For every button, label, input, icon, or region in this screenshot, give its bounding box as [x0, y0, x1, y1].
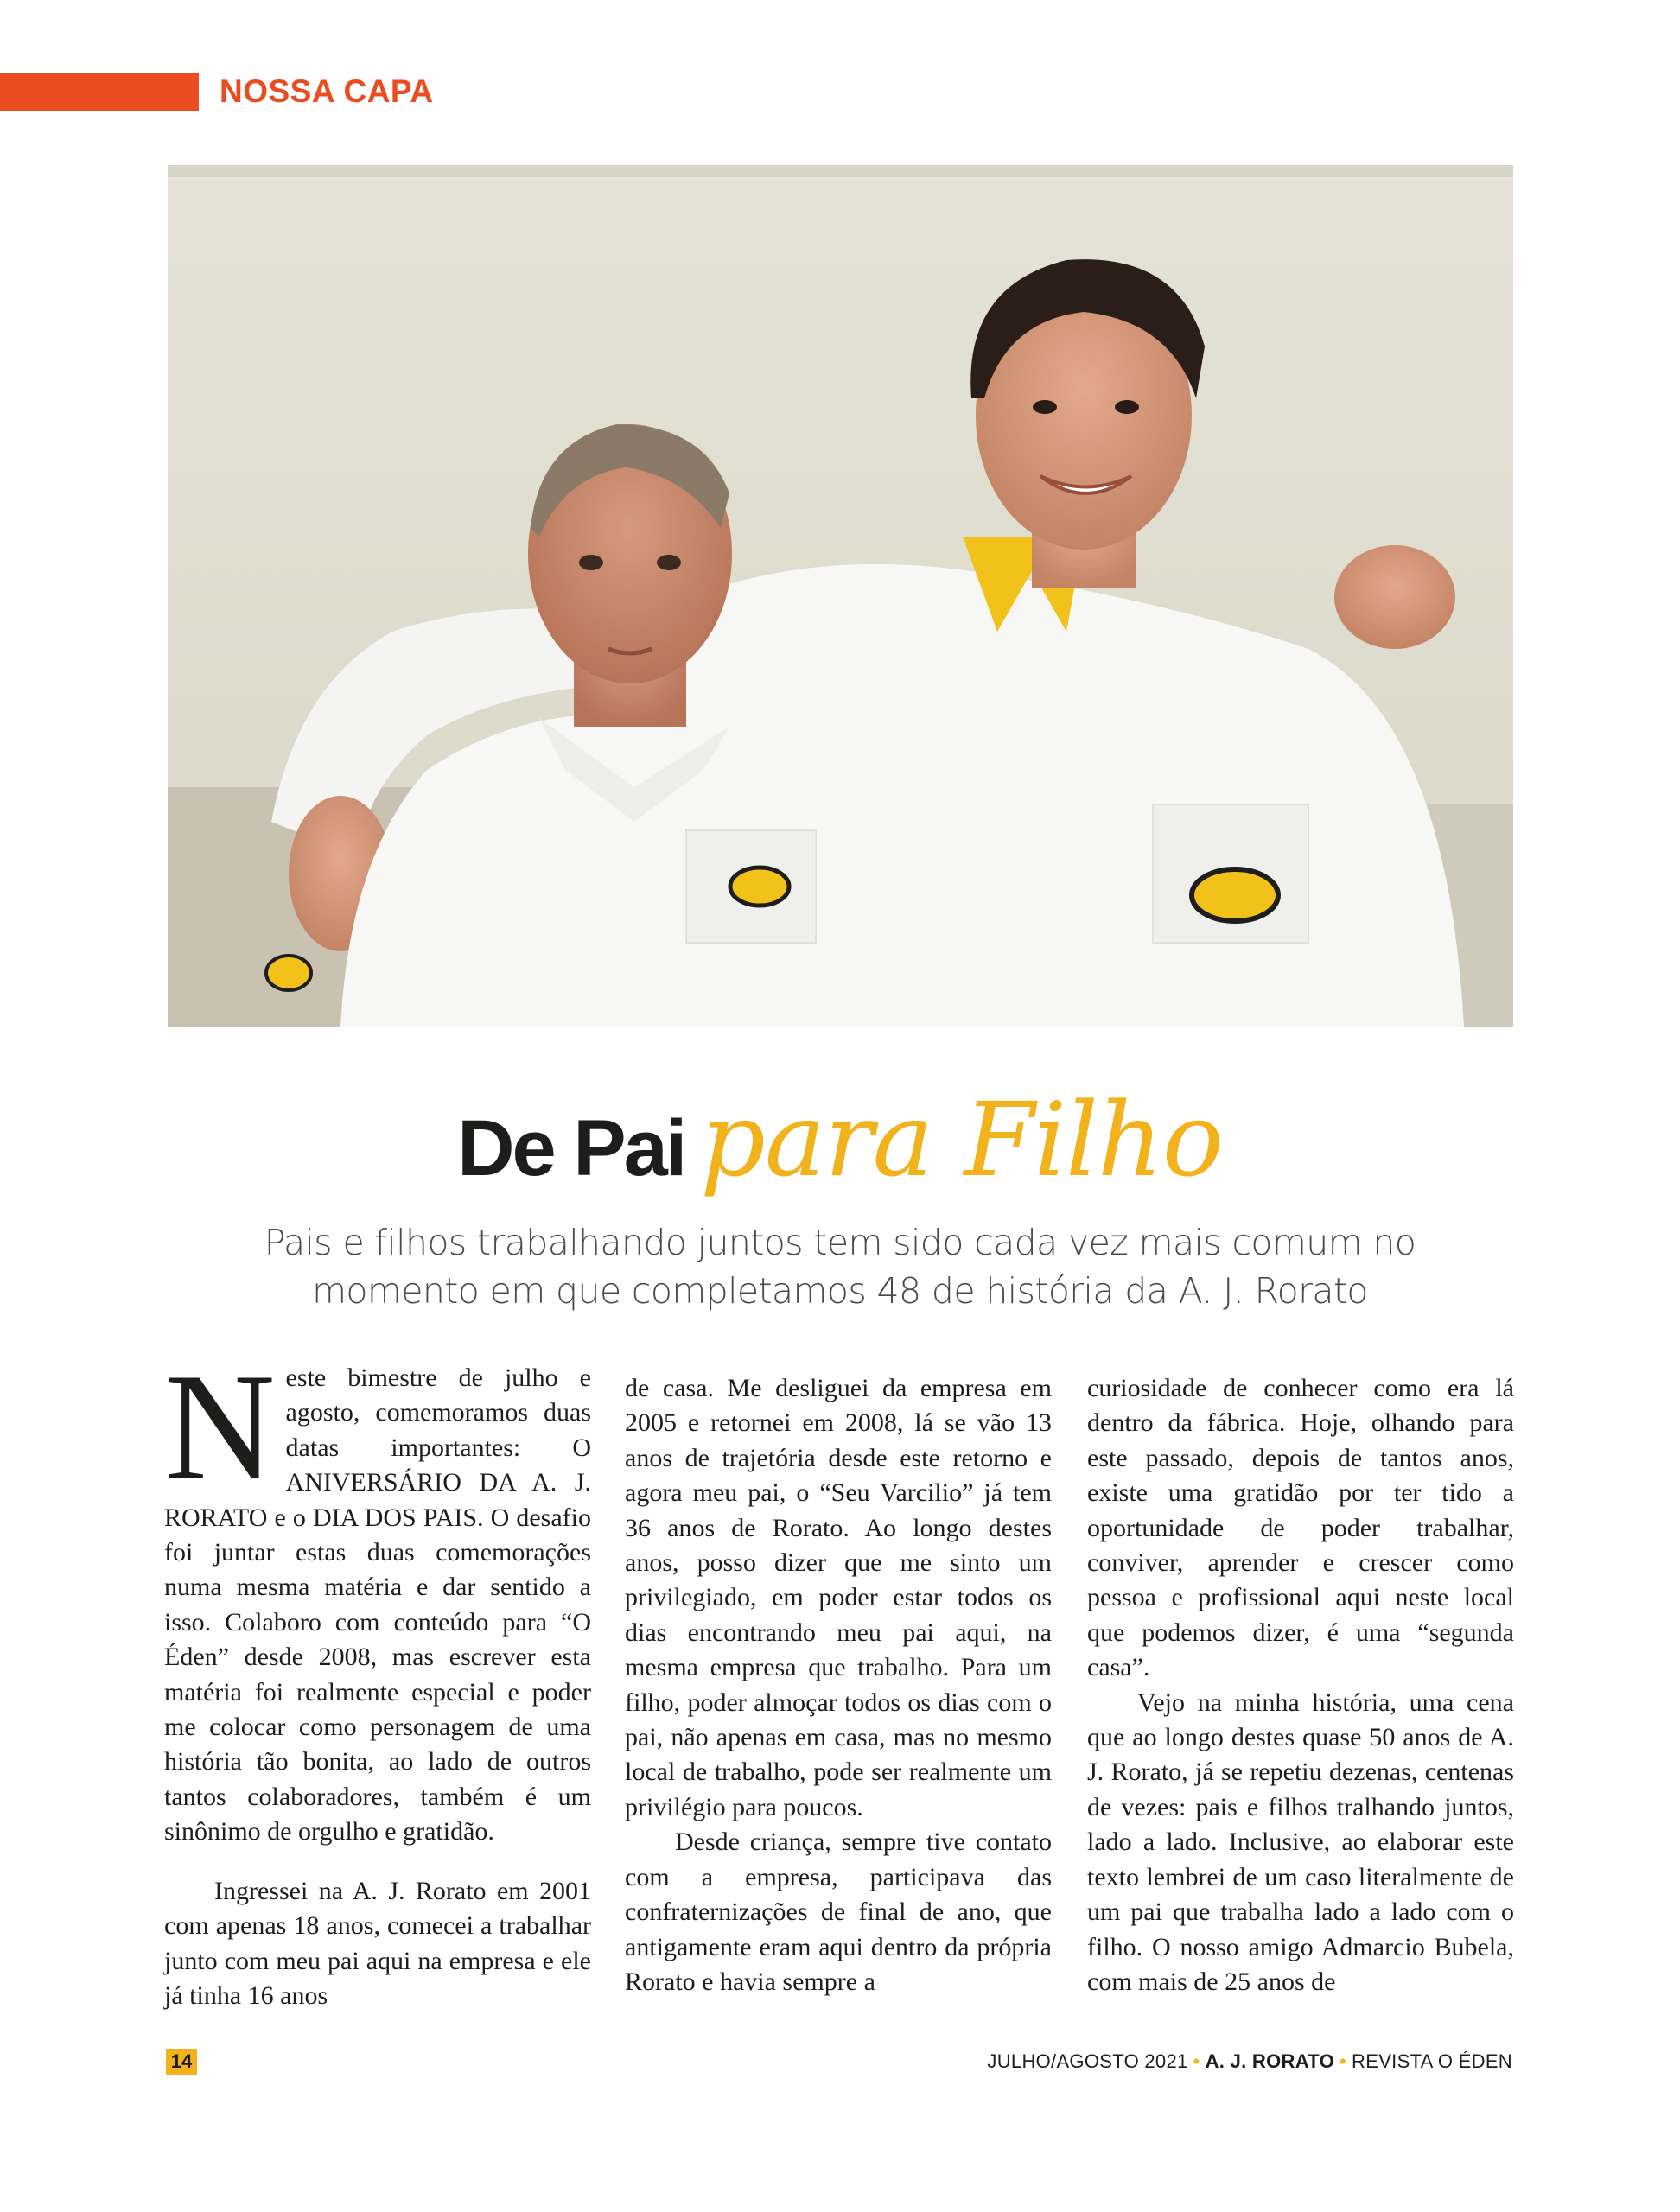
headline-part1: De Pai [457, 1104, 685, 1192]
drop-cap: N [164, 1341, 276, 1512]
col1-paragraph-2: Ingressei na A. J. Rorato em 2001 com apenas 18 anos, comecei a trabalhar junto com meu pai aqui na empresa e ele já tinha 16 anos [164, 1876, 591, 2010]
section-label: NOSSA CAPA [220, 73, 434, 109]
col3-paragraph-1: curiosidade de conhecer como era lá dentro da fábrica. Hoje, olhando para este passado, depois de tantos anos, existe uma gratidão por ter tido a oportunidade de poder trabalhar, conviver, aprender e crescer como pessoa e profissional aqui neste local que podemos dizer, é uma “segunda casa”. [1087, 1374, 1514, 1682]
footer-issue: JULHO/AGOSTO 2021 [987, 2050, 1188, 2072]
article-column-1 [164, 1341, 591, 2013]
section-color-bar [0, 73, 199, 111]
col1-paragraph-1: este bimestre de julho e agosto, comemoramos duas datas importantes: O ANIVERSÁRIO DA A. J. RORATO e o DIA DOS PAIS. O desafio foi juntar estas duas comemorações numa mesma matéria e dar sentido a isso. Colaboro com conteúdo para “O Éden” desde 2008, mas escrever esta matéria foi realmente especial e poder me colocar como personagem de uma história tão bonita, ao lado de outros tantos colaboradores, também é um sinônimo de orgulho e gratidão. [164, 1363, 591, 1847]
father-and-son-photo [168, 165, 1513, 1027]
col2-paragraph-2: Desde criança, sempre tive contato com a empresa, participava das confraternizações de final de ano, que antigamente eram aqui dentro da própria Rorato e havia sempre a [625, 1827, 1052, 1996]
subtitle [173, 1218, 1507, 1315]
article-column-2 [625, 1371, 1052, 1999]
footer-credits: JULHO/AGOSTO 2021 • A. J. RORATO • REVISTA O ÉDEN [987, 2050, 1512, 2072]
footer-magazine: REVISTA O ÉDEN [1352, 2050, 1512, 2072]
subtitle-line1: Pais e filhos trabalhando juntos tem sido cada vez mais comum no [264, 1222, 1416, 1263]
cover-photo [168, 165, 1513, 1027]
headline-part2: para Filho [700, 1080, 1223, 1199]
headline [0, 1037, 1680, 1201]
footer-company: A. J. RORATO [1205, 2050, 1335, 2072]
col2-paragraph-1: de casa. Me desliguei da empresa em 2005 e retornei em 2008, lá se vão 13 anos de trajetória desde este retorno e agora meu pai, o “Seu Varcilio” já tem 36 anos de Rorato. Ao longo destes anos, posso dizer que me sinto um privilegiado, em poder estar todos os dias encontrando meu pai aqui, na mesma empresa que trabalho. Para um filho, poder almoçar todos os dias com o pai, não apenas em casa, mas no mesmo local de trabalho, pode ser realmente um privilégio para poucos. [625, 1374, 1052, 1821]
article-column-3 [1087, 1371, 1514, 1999]
col3-paragraph-2: Vejo na minha história, uma cena que ao longo destes quase 50 anos de A. J. Rorato, já se repetiu dezenas, centenas de vezes: pais e filhos tralhando juntos, lado a lado. Inclusive, ao elaborar este texto lembrei de um caso literalmente de um pai que trabalha lado a lado com o filho. O nosso amigo Admarcio Bubela, com mais de 25 anos de [1087, 1688, 1514, 1996]
subtitle-line2: momento em que completamos 48 de história da A. J. Rorato [312, 1270, 1368, 1312]
article-paragraph [164, 1341, 591, 1850]
page-number: 14 [166, 2049, 197, 2075]
